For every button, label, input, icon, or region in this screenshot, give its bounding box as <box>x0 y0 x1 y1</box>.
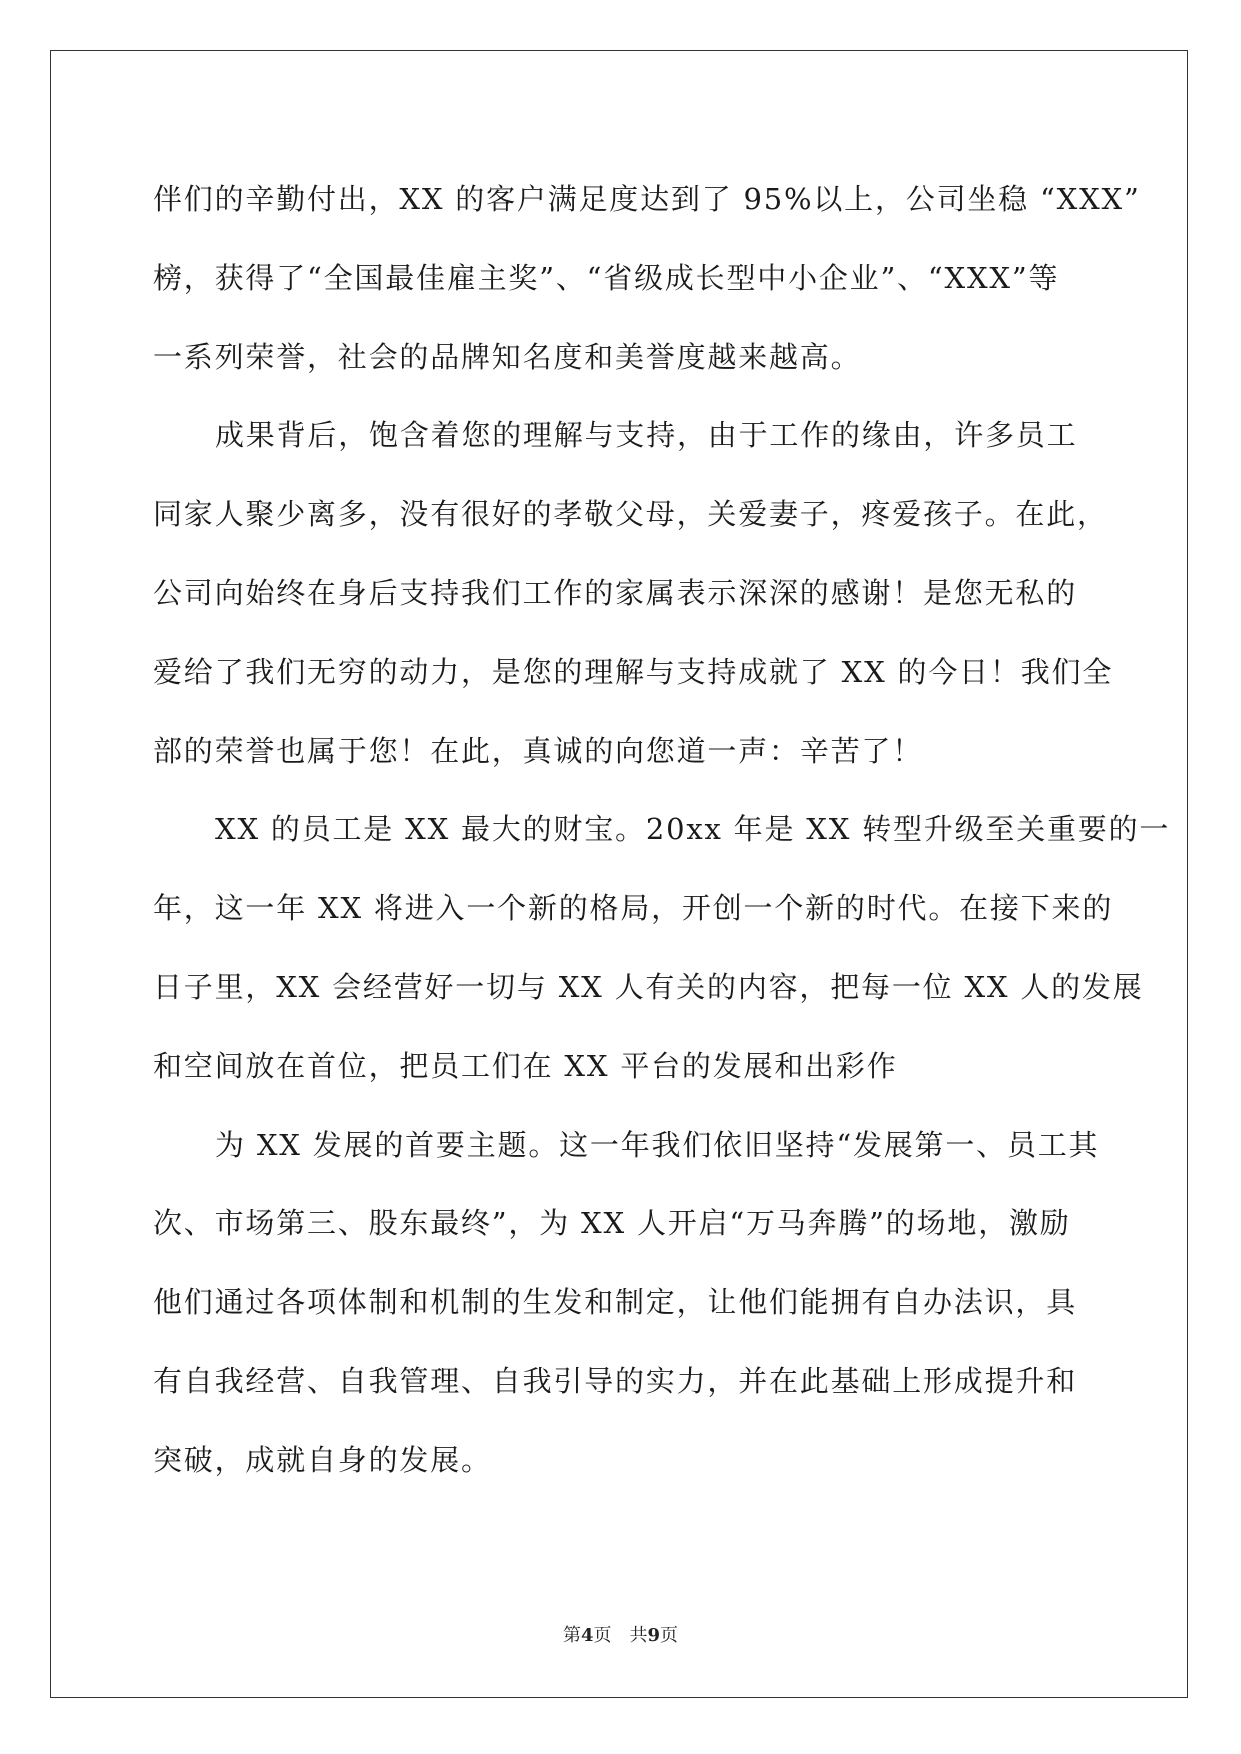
paragraph-4 <box>153 1106 1100 1500</box>
paragraph-2 <box>153 396 1114 790</box>
total-prefix: 共 <box>629 1625 648 1646</box>
text-line: 突破，成就自身的发展。 <box>153 1442 492 1477</box>
total-suffix: 页 <box>660 1625 679 1646</box>
text-line: 爱给了我们无穷的动力，是您的理解与支持成就了 XX 的今日！我们全 <box>153 654 1114 689</box>
text-line: 和空间放在首位，把员工们在 XX 平台的发展和出彩作 <box>153 1048 898 1083</box>
text-line: 公司向始终在身后支持我们工作的家属表示深深的感谢！是您无私的 <box>153 575 1078 610</box>
text-line: 他们通过各项体制和机制的生发和制定，让他们能拥有自办法识，具 <box>153 1285 1078 1320</box>
text-line: 年，这一年 XX 将进入一个新的格局，开创一个新的时代。在接下来的 <box>153 891 1114 926</box>
text-line: 伴们的辛勤付出，XX 的客户满足度达到了 95%以上，公司坐稳 “XXX” <box>153 182 1141 216</box>
text-line: XX 的员工是 XX 最大的财宝。20xx 年是 XX 转型升级至关重要的一 <box>215 812 1171 847</box>
page-suffix: 页 <box>593 1625 612 1646</box>
text-line: 榜，获得了“全国最佳雇主奖”、“省级成长型中小企业”、“XXX”等 <box>153 260 1060 295</box>
text-line: 成果背后，饱含着您的理解与支持，由于工作的缘由，许多员工 <box>215 418 1078 453</box>
paragraph-1 <box>153 160 1141 396</box>
paragraph-3 <box>153 790 1171 1105</box>
text-line: 日子里，XX 会经营好一切与 XX 人有关的内容，把每一位 XX 人的发展 <box>153 969 1144 1004</box>
page-footer <box>0 1624 1241 1648</box>
document-body <box>153 160 1171 1500</box>
text-line: 次、市场第三、股东最终”，为 XX 人开启“万马奔腾”的场地，激励 <box>153 1206 1071 1241</box>
text-line: 一系列荣誉，社会的品牌知名度和美誉度越来越高。 <box>153 339 862 374</box>
page-prefix: 第 <box>562 1625 581 1646</box>
total-pages-number: 9 <box>647 1625 661 1646</box>
text-line: 为 XX 发展的首要主题。这一年我们依旧坚持“发展第一、员工其 <box>215 1127 1100 1162</box>
text-line: 同家人聚少离多，没有很好的孝敬父母，关爱妻子，疼爱孩子。在此， <box>153 497 1108 532</box>
current-page-number: 4 <box>580 1625 594 1646</box>
text-line: 部的荣誉也属于您！在此，真诚的向您道一声：辛苦了！ <box>153 733 924 768</box>
text-line: 有自我经营、自我管理、自我引导的实力，并在此基础上形成提升和 <box>153 1363 1078 1398</box>
